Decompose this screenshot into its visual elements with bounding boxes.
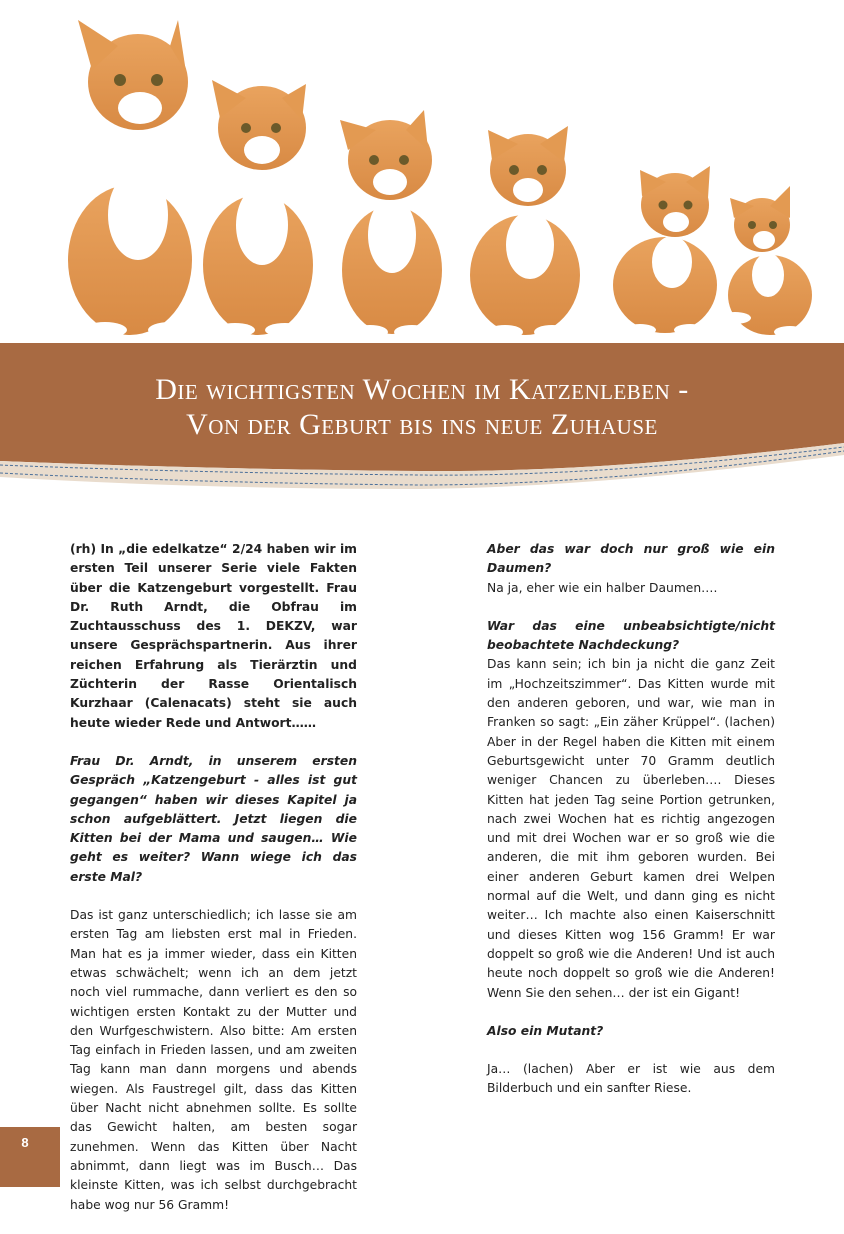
interview-answer-2: Na ja, eher wie ein halber Daumen…. [487,580,718,595]
page-title [0,372,844,442]
kitten-1 [68,20,192,338]
interview-question-1: Frau Dr. Arndt, in unserem ersten Gespräch „Katzengeburt - alles ist gut gegangen“ haben wir dieses Kapitel ja schon aufgeblättert. Jetzt liegen die Kitten bei der Mama und saugen… Wie geht es weiter? Wann wiege ich das erste Mal? [70,753,357,884]
kitten-4 [470,126,580,339]
right-column [487,540,775,1118]
kitten-5 [613,166,717,336]
interview-answer-4: Ja… (lachen) Aber er ist wie aus dem Bilderbuch und ein sanfter Riese. [487,1062,775,1096]
interview-question-2: Aber das war doch nur groß wie ein Daumen? [487,542,775,576]
title-line-2: Von der Geburt bis ins neue Zuhause [186,408,658,441]
interview-question-4: Also ein Mutant? [487,1023,604,1038]
kitten-2 [203,80,313,337]
left-column [70,540,357,1234]
interview-question-3: War das eine unbeabsichtigte/nicht beobachtete Nachdeckung? [487,618,775,653]
kitten-6 [719,186,812,338]
interview-answer-3: Das kann sein; ich bin ja nicht die ganz Zeit im „Hochzeitszimmer“. Das Kitten wurde mit den anderen geboren, und war, wie man in Franken so sagt: „Ein zäher Krüppel“. (lachen) Aber in der Regel haben die Kitten mit einem Geburtsgewicht unter 70 Gramm deutlich weniger Chancen zu überleben…. Dieses Kitten hat jeden Tag seine Portion getrunken, nach zwei Wochen hat es richtig angezogen und mit drei Wochen war er so groß wie die anderen, die mit ihm geboren wurden. Bei einer anderen Geburt kamen drei Welpen normal auf die Welt, und dann ging es nicht weiter… Ich machte also einen Kaiserschnitt und dieses Kitten wog 156 Gramm! Er war doppelt so groß wie die Anderen! Und ist auch heute noch doppelt so groß wie die Anderen! Wenn Sie den sehen… der ist ein Gigant! [487,657,775,1000]
intro-paragraph: (rh) In „die edelkatze“ 2/24 haben wir im ersten Teil unserer Serie viele Fakten über die Katzengeburt vorgestellt. Frau Dr. Ruth Arndt, die Obfrau im Zuchtausschuss des 1. DEKZV, war unsere Gesprächspartnerin. Aus ihrer reichen Erfahrung als Tierärztin und Züchterin der Rasse Orientalisch Kurzhaar (Calenacats) steht sie auch heute wieder Rede und Antwort…… [70,542,357,730]
page-number: 8 [21,1135,29,1150]
title-line-1: Die wichtigsten Wochen im Katzenleben - [155,373,689,406]
interview-answer-1: Das ist ganz unterschiedlich; ich lasse sie am ersten Tag am liebsten erst mal in Frieden. Man hat es ja immer wieder, dass ein Kitten etwas schwächelt; wenn ich an dem jetzt noch viel rummache, dann verliert es den so wichtigen ersten Kontakt zu der Mutter und den Wurfgeschwistern. Also bitte: Am ersten Tag einfach in Frieden lassen, und am zweiten Tag kann man dann morgens und abends wiegen. Als Faustregel gilt, dass das Kitten über Nacht nicht abnehmen sollte. Es sollte das Gewicht halten, am besten sogar zunehmen. Wenn das Kitten über Nacht abnimmt, dann liegt was im Busch… Das kleinste Kitten, was ich selbst durchgebracht habe wog nur 56 Gramm! [70,908,357,1212]
kitten-3 [340,110,442,339]
page-number-box [0,1127,60,1187]
kittens-photo [0,0,844,345]
